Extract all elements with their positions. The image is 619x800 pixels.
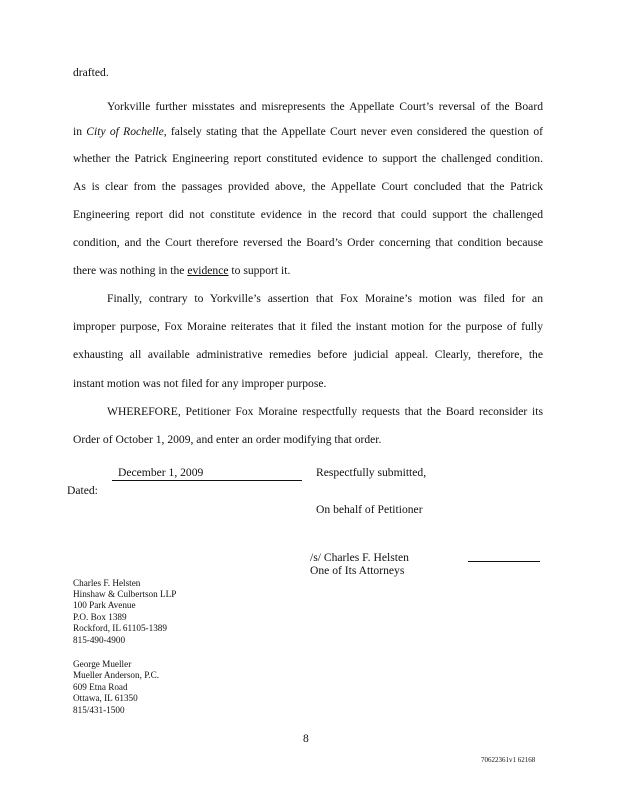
attorney-1-line: 815-490-4900 xyxy=(73,635,126,645)
one-of-its-attorneys: One of Its Attorneys xyxy=(310,564,405,577)
para-finally-line-2: improper purpose, Fox Moraine reiterates that it filed the instant motion for the purpose of fully xyxy=(73,320,543,333)
attorney-1-line: P.O. Box 1389 xyxy=(73,612,127,622)
attorney-2-line: George Mueller xyxy=(73,659,132,669)
case-name-city-of-rochelle: City of Rochelle xyxy=(86,125,164,138)
attorney-1-line: Charles F. Helsten xyxy=(73,578,141,588)
attorney-2-line: 815/431-1500 xyxy=(73,705,125,715)
para-yorkville-line-3: whether the Patrick Engineering report constituted evidence to support the challenged condition. xyxy=(73,152,543,165)
respectfully-submitted: Respectfully submitted, xyxy=(316,466,427,479)
para-finally-line-3: exhausting all available administrative remedies before judicial appeal. Clearly, therefore, the xyxy=(73,348,543,361)
para-wherefore-line-2: Order of October 1, 2009, and enter an order modifying that order. xyxy=(73,433,382,446)
attorney-2-line: Ottawa, IL 61350 xyxy=(73,693,138,703)
document-id: 70622361v1 62168 xyxy=(481,756,536,764)
dated-label: Dated: xyxy=(67,484,98,497)
attorney-1-line: Hinshaw & Culbertson LLP xyxy=(73,589,177,599)
para-finally-line-1: Finally, contrary to Yorkville’s assertion that Fox Moraine’s motion was filed for an xyxy=(107,292,543,305)
signature-date: December 1, 2009 xyxy=(118,466,204,479)
attorney-1-line: Rockford, IL 61105-1389 xyxy=(73,623,167,633)
body-line-drafted: drafted. xyxy=(73,66,109,79)
on-behalf-of: On behalf of Petitioner xyxy=(316,503,423,516)
attorney-2-line: Mueller Anderson, P.C. xyxy=(73,670,160,680)
para-yorkville-line-1: Yorkville further misstates and misrepresents the Appellate Court’s reversal of the Board xyxy=(107,100,543,113)
para-finally-line-4: instant motion was not filed for any improper purpose. xyxy=(73,377,327,390)
para-wherefore-line-1: WHEREFORE, Petitioner Fox Moraine respectfully requests that the Board reconsider its xyxy=(107,405,543,418)
date-rule xyxy=(112,480,302,481)
para-yorkville-line-7: there was nothing in the evidence to support it. xyxy=(73,264,291,277)
para-yorkville-line-2: in City of Rochelle, falsely stating that the Appellate Court never even considered the question of xyxy=(73,125,544,138)
para-yorkville-line-5: Engineering report did not constitute evidence in the record that could support the challenged xyxy=(73,208,543,221)
para-yorkville-line-6: condition, and the Court therefore reversed the Board’s Order concerning that condition because xyxy=(73,236,543,249)
attorney-1-line: 100 Park Avenue xyxy=(73,600,136,610)
signature-rule xyxy=(468,561,540,562)
signature-slash-name: /s/ Charles F. Helsten xyxy=(310,551,409,564)
underlined-evidence: evidence xyxy=(187,264,229,277)
para-yorkville-line-4: As is clear from the passages provided above, the Appellate Court concluded that the Patrick xyxy=(73,180,543,193)
attorney-2-line: 609 Etna Road xyxy=(73,682,128,692)
page-number: 8 xyxy=(303,732,309,745)
